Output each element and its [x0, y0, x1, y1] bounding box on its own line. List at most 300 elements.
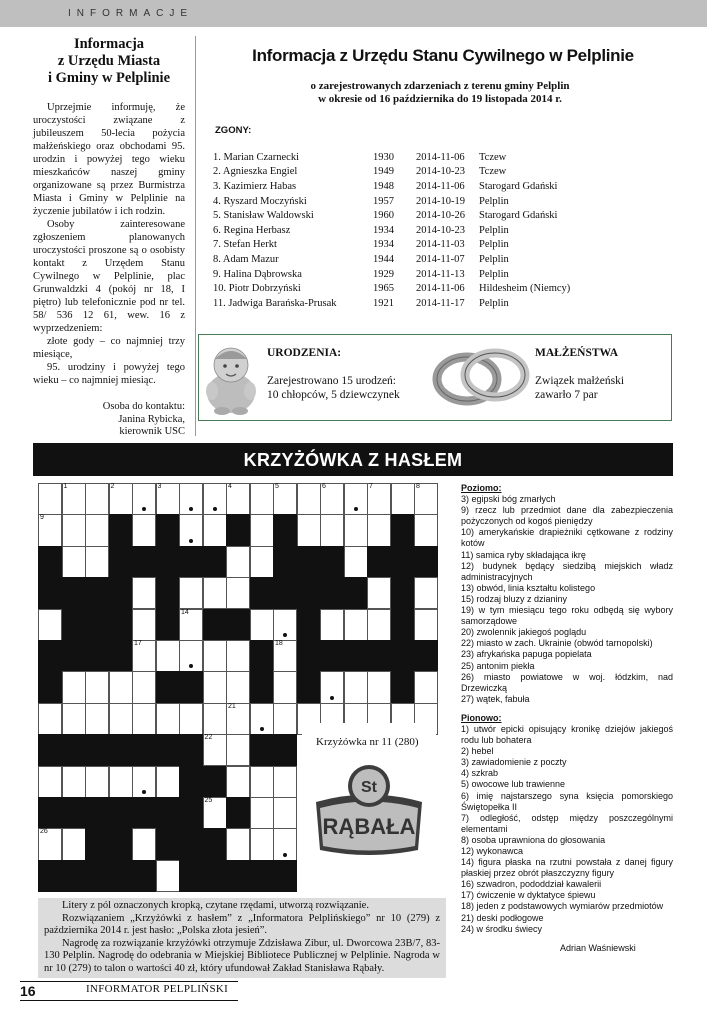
- clue-number: 9: [40, 514, 44, 522]
- death-place: Hildesheim (Niemcy): [479, 283, 571, 295]
- grid-block: [38, 546, 62, 578]
- grid-block: [273, 734, 297, 766]
- death-row: [213, 223, 570, 238]
- grid-cell[interactable]: [132, 483, 156, 515]
- grid-cell[interactable]: [62, 828, 86, 860]
- grid-cell[interactable]: [132, 703, 156, 735]
- grid-block: [391, 546, 415, 578]
- clue-number: 14: [181, 608, 189, 616]
- grid-block: [62, 577, 86, 609]
- down-clue: 4) szkrab: [461, 768, 499, 779]
- grid-cell[interactable]: [226, 640, 250, 672]
- death-date: 2014-10-26: [416, 210, 465, 222]
- solution-dot-icon: [213, 507, 217, 511]
- death-name: 11. Jadwiga Barańska-Prusak: [213, 297, 337, 309]
- grid-block: [38, 640, 62, 672]
- grid-cell[interactable]: [85, 703, 109, 735]
- grid-cell[interactable]: [414, 671, 438, 703]
- contact-label: Osoba do kontaktu:: [102, 401, 185, 412]
- grid-block: [203, 766, 227, 798]
- contact-name: Janina Rybicka,: [118, 413, 185, 425]
- grid-block: [109, 860, 133, 892]
- crossword-banner-title: KRZYŻÓWKA Z HASŁEM: [243, 450, 463, 470]
- grid-cell[interactable]: [38, 703, 62, 735]
- grid-cell[interactable]: [226, 766, 250, 798]
- death-date: 2014-11-06: [416, 283, 465, 295]
- grid-cell[interactable]: [109, 703, 133, 735]
- grid-cell[interactable]: [62, 766, 86, 798]
- grid-cell[interactable]: [320, 514, 344, 546]
- death-name: 9. Halina Dąbrowska: [213, 268, 302, 280]
- grid-cell[interactable]: [38, 514, 62, 546]
- grid-cell[interactable]: [179, 609, 203, 641]
- grid-cell[interactable]: [226, 483, 250, 515]
- grid-block: [414, 640, 438, 672]
- grid-cell[interactable]: [179, 703, 203, 735]
- grid-cell[interactable]: [85, 483, 109, 515]
- grid-block: [132, 797, 156, 829]
- grid-cell[interactable]: [250, 514, 274, 546]
- grid-cell[interactable]: [320, 483, 344, 515]
- death-year: 1929: [373, 268, 394, 280]
- grid-cell[interactable]: [203, 703, 227, 735]
- grid-block: [391, 577, 415, 609]
- births-line-2: 10 chłopców, 5 dziewczynek: [267, 389, 400, 401]
- death-year: 1921: [373, 297, 394, 309]
- grid-block: [250, 860, 274, 892]
- death-date: 2014-10-19: [416, 195, 465, 207]
- grid-block: [250, 640, 274, 672]
- grid-cell[interactable]: [38, 766, 62, 798]
- death-name: 5. Stanisław Waldowski: [213, 210, 314, 222]
- grid-block: [250, 734, 274, 766]
- death-place: Pelplin: [479, 268, 509, 280]
- grid-cell[interactable]: [85, 546, 109, 578]
- grid-block: [391, 671, 415, 703]
- grid-cell[interactable]: [38, 828, 62, 860]
- grid-block: [226, 609, 250, 641]
- across-clue: 9) rzecz lub przedmiot dane dla zabezpieczenia pożyczonych od kogoś pieniędzy: [461, 505, 673, 527]
- clue-number: 7: [369, 483, 373, 490]
- grid-cell[interactable]: [132, 640, 156, 672]
- death-place: Pelplin: [479, 253, 509, 265]
- across-clue: 25) antonim piekła: [461, 660, 535, 671]
- solution-dot-icon: [142, 790, 146, 794]
- grid-block: [391, 514, 415, 546]
- grid-block: [226, 514, 250, 546]
- grid-cell[interactable]: [62, 546, 86, 578]
- grid-cell[interactable]: [250, 828, 274, 860]
- page-number: 16: [20, 983, 36, 999]
- grid-block: [179, 671, 203, 703]
- left-para-3: złote gody – co najmniej trzy miesiące,: [33, 336, 185, 360]
- page-subtitle: [260, 80, 620, 106]
- death-date: 2014-11-06: [416, 151, 465, 163]
- grid-block: [109, 734, 133, 766]
- births-heading: URODZENIA:: [267, 347, 342, 359]
- across-heading: Poziomo:: [461, 483, 502, 493]
- death-place: Pelplin: [479, 297, 509, 309]
- death-row: [213, 208, 570, 223]
- grid-block: [156, 828, 180, 860]
- death-name: 10. Piotr Dobrzyński: [213, 283, 301, 295]
- grid-cell[interactable]: [367, 671, 391, 703]
- solution-dot-icon: [354, 507, 358, 511]
- death-date: 2014-11-07: [416, 253, 465, 265]
- down-clue: 5) owocowe lub trawienne: [461, 779, 566, 790]
- grid-cell[interactable]: [250, 483, 274, 515]
- grid-block: [156, 734, 180, 766]
- info-para-3: Nagrodę za rozwiązanie krzyżówki otrzymuje Zdzisława Zibur, ul. Dworcowa 23B/7, 83-130 Pelplin. Nagrodę do odebrania w Miejskiej Bibliotece Publicznej w Pelplinie. Nagroda w nr 10 (279) to talon o wartości 40 zł, który ufundował Zakład Stanisława Rąbały.: [44, 937, 440, 974]
- grid-block: [297, 577, 321, 609]
- death-date: 2014-11-17: [416, 297, 465, 309]
- grid-block: [132, 734, 156, 766]
- grid-cell[interactable]: [250, 797, 274, 829]
- grid-block: [62, 640, 86, 672]
- publication-name: INFORMATOR PELPLIŃSKI: [86, 983, 229, 995]
- grid-cell[interactable]: [85, 514, 109, 546]
- section-label: INFORMACJE: [68, 8, 193, 19]
- grid-block: [414, 546, 438, 578]
- death-name: 1. Marian Czarnecki: [213, 151, 300, 163]
- grid-cell[interactable]: [250, 766, 274, 798]
- down-clue: 18) jeden z podstawowych wymiarów przedmiotów: [461, 901, 664, 912]
- death-row: [213, 150, 570, 165]
- grid-block: [320, 640, 344, 672]
- logo-text: RĄBAŁA: [322, 814, 416, 839]
- down-clue: 6) imię najstarszego syna księcia pomorskiego Świętopełka II: [461, 790, 673, 812]
- grid-block: [85, 640, 109, 672]
- grid-block: [179, 860, 203, 892]
- grid-cell[interactable]: [179, 577, 203, 609]
- grid-cell[interactable]: [203, 671, 227, 703]
- clue-number: 4: [228, 483, 232, 490]
- death-date: 2014-10-23: [416, 166, 465, 178]
- grid-block: [85, 860, 109, 892]
- death-name: 7. Stefan Herkt: [213, 239, 277, 251]
- grid-block: [391, 640, 415, 672]
- crossword-author: Adrian Waśniewski: [560, 943, 636, 953]
- grid-cell[interactable]: [203, 797, 227, 829]
- clue-number: 6: [322, 483, 326, 490]
- down-clue: 24) w środku świecy: [461, 923, 543, 934]
- grid-cell[interactable]: [414, 514, 438, 546]
- grid-block: [320, 546, 344, 578]
- solution-dot-icon: [142, 507, 146, 511]
- marriages-text: [535, 374, 624, 402]
- down-clue: 12) wykonawca: [461, 846, 524, 856]
- grid-block: [109, 514, 133, 546]
- grid-cell[interactable]: [414, 577, 438, 609]
- clue-number: 1: [63, 483, 68, 490]
- grid-cell[interactable]: [344, 609, 368, 641]
- grid-block: [156, 671, 180, 703]
- death-row: [213, 238, 570, 253]
- subtitle-line-1: o zarejestrowanych zdarzeniach z terenu gminy Pelplin: [310, 80, 570, 92]
- footer-bottom-rule: [20, 1000, 238, 1001]
- grid-cell[interactable]: [273, 703, 297, 735]
- grid-block: [62, 609, 86, 641]
- grid-cell[interactable]: [85, 671, 109, 703]
- grid-block: [156, 797, 180, 829]
- grid-cell[interactable]: [250, 546, 274, 578]
- grid-block: [297, 671, 321, 703]
- death-row: [213, 281, 570, 296]
- down-clue: 3) zawiadomienie z poczty: [461, 757, 567, 768]
- grid-block: [38, 734, 62, 766]
- grid-block: [273, 514, 297, 546]
- grid-cell[interactable]: [226, 546, 250, 578]
- death-name: 6. Regina Herbasz: [213, 224, 291, 236]
- grid-block: [250, 671, 274, 703]
- death-year: 1934: [373, 224, 394, 236]
- down-clue: 8) osoba uprawniona do głosowania: [461, 834, 606, 845]
- death-year: 1930: [373, 151, 394, 163]
- grid-cell[interactable]: [109, 483, 133, 515]
- death-year: 1934: [373, 239, 394, 251]
- grid-cell[interactable]: [132, 609, 156, 641]
- grid-cell[interactable]: [132, 766, 156, 798]
- marriages-line-1: Związek małżeński: [535, 375, 625, 387]
- grid-cell[interactable]: [226, 828, 250, 860]
- grid-cell[interactable]: [203, 577, 227, 609]
- deaths-table: [213, 150, 570, 311]
- wedding-rings-image: [431, 345, 531, 407]
- grid-cell[interactable]: [109, 671, 133, 703]
- grid-cell[interactable]: [203, 640, 227, 672]
- death-date: 2014-10-23: [416, 224, 465, 236]
- across-clue: 12) budynek będący siedzibą miejskich władz administracyjnych: [461, 560, 673, 582]
- grid-cell[interactable]: [273, 483, 297, 515]
- clue-number: 17: [134, 640, 142, 647]
- grid-block: [156, 514, 180, 546]
- grid-cell[interactable]: [273, 797, 297, 829]
- grid-cell[interactable]: [320, 609, 344, 641]
- grid-cell[interactable]: [226, 671, 250, 703]
- death-name: 3. Kazimierz Habas: [213, 180, 297, 192]
- grid-block: [273, 860, 297, 892]
- solution-dot-icon: [189, 664, 193, 668]
- clue-number: 2: [110, 483, 115, 490]
- grid-cell[interactable]: [367, 514, 391, 546]
- grid-cell[interactable]: [344, 483, 368, 515]
- down-clue: 2) hebel: [461, 746, 494, 757]
- grid-block: [132, 546, 156, 578]
- grid-block: [62, 797, 86, 829]
- across-clue-list: [461, 494, 673, 705]
- death-place: Pelplin: [479, 239, 509, 251]
- grid-cell[interactable]: [203, 734, 227, 766]
- baby-doll-image: [202, 341, 260, 416]
- footer-rule: [20, 981, 238, 982]
- grid-block: [179, 734, 203, 766]
- grid-cell[interactable]: [273, 671, 297, 703]
- down-clue: 17) ćwiczenie w dyktatyce śpiewu: [461, 890, 596, 901]
- grid-cell[interactable]: [179, 483, 203, 515]
- grid-cell[interactable]: [250, 703, 274, 735]
- grid-cell[interactable]: [391, 483, 415, 515]
- solution-dot-icon: [189, 507, 193, 511]
- grid-block: [179, 797, 203, 829]
- grid-cell[interactable]: [62, 671, 86, 703]
- across-clue: 3) egipski bóg zmarłych: [461, 494, 556, 505]
- grid-block: [132, 860, 156, 892]
- clue-number: 18: [275, 640, 283, 647]
- solution-dot-icon: [283, 853, 287, 857]
- crossword-banner: [33, 443, 673, 476]
- grid-block: [85, 797, 109, 829]
- grid-block: [297, 640, 321, 672]
- left-column-title: Informacja z Urzędu Miasta i Gminy w Pelplinie: [47, 36, 171, 86]
- clue-number: 3: [157, 483, 162, 490]
- crossword-number-label: Krzyżówka nr 11 (280): [316, 736, 419, 748]
- solution-dot-icon: [330, 696, 334, 700]
- grid-cell[interactable]: [85, 766, 109, 798]
- grid-cell[interactable]: [62, 514, 86, 546]
- grid-block: [179, 828, 203, 860]
- grid-cell[interactable]: [179, 514, 203, 546]
- grid-cell[interactable]: [297, 514, 321, 546]
- grid-block: [226, 860, 250, 892]
- grid-block: [156, 546, 180, 578]
- grid-block: [38, 577, 62, 609]
- grid-block: [344, 577, 368, 609]
- left-column: [33, 36, 185, 439]
- grid-cell[interactable]: [273, 766, 297, 798]
- grid-cell[interactable]: [273, 640, 297, 672]
- across-clue: 27) wątek, fabuła: [461, 693, 530, 704]
- grid-block: [109, 546, 133, 578]
- grid-cell[interactable]: [226, 577, 250, 609]
- death-row: [213, 267, 570, 282]
- grid-cell[interactable]: [179, 640, 203, 672]
- grid-block: [109, 577, 133, 609]
- grid-cell[interactable]: [156, 766, 180, 798]
- down-clue: 7) odległość, odstęp między poszczególnymi elementami: [461, 812, 673, 834]
- death-name: 2. Agnieszka Engiel: [213, 166, 298, 178]
- left-para-4: 95. urodziny i powyżej tego wieku – co najmniej miesiąc.: [33, 362, 185, 386]
- death-place: Pelplin: [479, 224, 509, 236]
- grid-block: [250, 577, 274, 609]
- clue-number: 8: [416, 483, 420, 490]
- across-clue: 20) zwolennik jakiegoś poglądu: [461, 627, 587, 638]
- death-year: 1949: [373, 166, 394, 178]
- grid-block: [85, 609, 109, 641]
- grid-cell[interactable]: [367, 609, 391, 641]
- solution-dot-icon: [189, 539, 193, 543]
- grid-cell[interactable]: [132, 577, 156, 609]
- grid-cell[interactable]: [273, 828, 297, 860]
- across-clue: 11) samica ryby składająca ikrę: [461, 549, 586, 560]
- grid-cell[interactable]: [367, 483, 391, 515]
- grid-cell[interactable]: [62, 703, 86, 735]
- grid-cell[interactable]: [132, 514, 156, 546]
- grid-cell[interactable]: [344, 546, 368, 578]
- grid-cell[interactable]: [156, 703, 180, 735]
- column-divider: [195, 36, 196, 436]
- across-clue: 26) miasto powiatowe w woj. łódzkim, nad Drzewiczką: [461, 671, 673, 693]
- deaths-heading: ZGONY:: [215, 125, 252, 136]
- grid-block: [179, 766, 203, 798]
- death-place: Starogard Gdański: [479, 210, 558, 222]
- grid-cell[interactable]: [38, 609, 62, 641]
- grid-cell[interactable]: [297, 483, 321, 515]
- death-year: 1948: [373, 180, 394, 192]
- contact-role: kierownik USC: [119, 426, 185, 437]
- grid-cell[interactable]: [62, 483, 86, 515]
- across-clue: 23) afrykańska papuga popielata: [461, 649, 592, 660]
- clue-number: 22: [204, 734, 213, 742]
- grid-block: [156, 577, 180, 609]
- clue-number: 25: [204, 797, 213, 804]
- grid-block: [273, 577, 297, 609]
- grid-block: [109, 640, 133, 672]
- grid-cell[interactable]: [156, 483, 180, 515]
- grid-block: [203, 828, 227, 860]
- grid-block: [297, 546, 321, 578]
- births-text: [267, 374, 400, 402]
- death-date: 2014-11-03: [416, 239, 465, 251]
- grid-block: [62, 734, 86, 766]
- across-clue: 10) amerykańskie drapieżniki cętkowane z rodziny kotów: [461, 527, 673, 549]
- death-place: Pelplin: [479, 195, 509, 207]
- grid-cell[interactable]: [250, 609, 274, 641]
- grid-block: [391, 609, 415, 641]
- grid-cell[interactable]: [132, 671, 156, 703]
- death-place: Tczew: [479, 166, 507, 178]
- left-para-2: Osoby zainteresowane zgłoszeniem planowanych uroczystości proszone są o osobisty kontakt z Urzędem Stanu Cywilnego w Pelplinie, plac Grunwaldzki 4 (pokój nr 18, I piętro) lub telefonicznie pod nr tel. 58/ 536 12 61, wew. 16 z wyprzedzeniem:: [33, 219, 185, 334]
- grid-cell[interactable]: [414, 609, 438, 641]
- across-clue: 22) miasto w zach. Ukrainie (obwód tarnopolski): [461, 638, 653, 649]
- death-row: [213, 179, 570, 194]
- grid-cell[interactable]: [109, 766, 133, 798]
- births-line-1: Zarejestrowano 15 urodzeń:: [267, 375, 397, 387]
- grid-cell[interactable]: [38, 483, 62, 515]
- down-heading: Pionowo:: [461, 712, 502, 723]
- grid-cell[interactable]: [226, 734, 250, 766]
- info-para-1: Litery z pól oznaczonych kropką, czytane rzędami, utworzą rozwiązanie.: [62, 900, 369, 911]
- grid-block: [203, 860, 227, 892]
- grid-block: [156, 609, 180, 641]
- grid-cell[interactable]: [203, 483, 227, 515]
- crossword-info-box: [38, 898, 446, 978]
- grid-block: [38, 860, 62, 892]
- grid-cell[interactable]: [344, 514, 368, 546]
- grid-cell[interactable]: [344, 671, 368, 703]
- grid-block: [38, 671, 62, 703]
- left-para-1: Uprzejmie informuję, że uroczystości związane z jubileuszem 50-lecia pożycia małżeńskiego oraz obchodami 95. urodzin i powyżej tego wieku mieszkańców naszej gminy organizowane są przez Burmistrza Miasta i Gminy w Pelplinie na życzenie jubilatów i ich rodzin.: [33, 102, 185, 217]
- death-row: [213, 165, 570, 180]
- rabala-logo-icon: [310, 762, 428, 858]
- grid-cell[interactable]: [203, 514, 227, 546]
- death-row: [213, 296, 570, 311]
- death-date: 2014-11-13: [416, 268, 465, 280]
- marriages-line-2: zawarło 7 par: [535, 389, 598, 401]
- grid-block: [85, 734, 109, 766]
- grid-cell[interactable]: [273, 609, 297, 641]
- grid-block: [344, 640, 368, 672]
- grid-cell[interactable]: [414, 483, 438, 515]
- grid-block: [38, 797, 62, 829]
- grid-cell[interactable]: [156, 860, 180, 892]
- grid-cell[interactable]: [367, 577, 391, 609]
- grid-cell[interactable]: [156, 640, 180, 672]
- grid-cell[interactable]: [132, 828, 156, 860]
- down-clue-list: [461, 724, 673, 935]
- grid-cell[interactable]: [226, 703, 250, 735]
- grid-cell[interactable]: [320, 671, 344, 703]
- grid-block: [179, 546, 203, 578]
